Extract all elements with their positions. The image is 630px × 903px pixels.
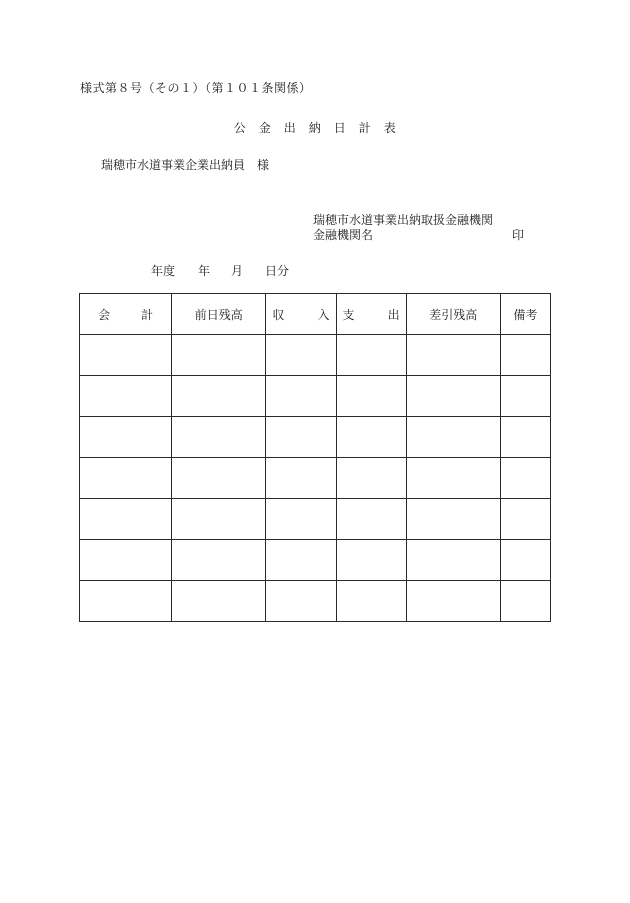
cell-account[interactable] (80, 458, 172, 499)
column-header-account-part1: 会 (98, 307, 111, 322)
cell-receipts[interactable] (266, 458, 336, 499)
column-header-receipts-part2: 入 (317, 307, 330, 322)
cell-net-balance[interactable] (406, 499, 500, 540)
cell-account[interactable] (80, 335, 172, 376)
cell-receipts[interactable] (266, 376, 336, 417)
cell-notes[interactable] (500, 581, 550, 622)
column-header-notes (500, 294, 550, 335)
cell-payments[interactable] (336, 417, 406, 458)
ledger-table (79, 293, 551, 622)
cell-previous-balance[interactable] (172, 417, 266, 458)
column-header-payments (336, 294, 406, 335)
cell-payments[interactable] (336, 540, 406, 581)
cell-payments[interactable] (336, 458, 406, 499)
date-year: 年 (198, 264, 211, 278)
cell-account[interactable] (80, 581, 172, 622)
column-header-account (80, 294, 172, 335)
table-row (80, 499, 551, 540)
column-header-net-balance (406, 294, 500, 335)
cell-account[interactable] (80, 376, 172, 417)
cell-payments[interactable] (336, 376, 406, 417)
cell-net-balance[interactable] (406, 540, 500, 581)
cell-account[interactable] (80, 417, 172, 458)
ledger-body (80, 335, 551, 622)
form-number: 様式第８号（その１）（第１０１条関係） (80, 81, 312, 95)
cell-notes[interactable] (500, 376, 550, 417)
column-header-payments-part2: 出 (387, 307, 400, 322)
cell-receipts[interactable] (266, 335, 336, 376)
document-title: 公 金 出 納 日 計 表 (233, 121, 397, 135)
institution-name: 瑞穂市水道事業出納取扱金融機関 (313, 213, 494, 227)
cell-receipts[interactable] (266, 540, 336, 581)
cell-previous-balance[interactable] (172, 458, 266, 499)
date-line (151, 262, 351, 278)
cell-account[interactable] (80, 499, 172, 540)
cell-notes[interactable] (500, 499, 550, 540)
seal-mark: 印 (512, 228, 525, 242)
column-header-previous-balance (172, 294, 266, 335)
table-row (80, 581, 551, 622)
cell-previous-balance[interactable] (172, 540, 266, 581)
column-header-notes-label: 備考 (513, 307, 538, 322)
column-header-payments-part1: 支 (342, 307, 355, 322)
cell-notes[interactable] (500, 417, 550, 458)
cell-net-balance[interactable] (406, 458, 500, 499)
cell-previous-balance[interactable] (172, 581, 266, 622)
date-fiscal-year: 年度 (151, 264, 176, 278)
column-header-previous-balance-label: 前日残高 (194, 307, 243, 322)
cell-previous-balance[interactable] (172, 499, 266, 540)
column-header-receipts (266, 294, 336, 335)
cell-payments[interactable] (336, 335, 406, 376)
cell-payments[interactable] (336, 499, 406, 540)
table-row (80, 335, 551, 376)
table-row (80, 540, 551, 581)
addressee: 瑞穂市水道事業企業出納員 様 (101, 158, 270, 172)
cell-receipts[interactable] (266, 417, 336, 458)
cell-receipts[interactable] (266, 499, 336, 540)
cell-previous-balance[interactable] (172, 335, 266, 376)
cell-receipts[interactable] (266, 581, 336, 622)
cell-net-balance[interactable] (406, 376, 500, 417)
table-row (80, 458, 551, 499)
cell-payments[interactable] (336, 581, 406, 622)
cell-net-balance[interactable] (406, 581, 500, 622)
cell-account[interactable] (80, 540, 172, 581)
column-header-account-part2: 計 (141, 307, 154, 322)
institution-label: 金融機関名 (313, 228, 374, 242)
date-day-portion: 日分 (265, 264, 290, 278)
cell-net-balance[interactable] (406, 417, 500, 458)
cell-notes[interactable] (500, 540, 550, 581)
cell-notes[interactable] (500, 335, 550, 376)
cell-previous-balance[interactable] (172, 376, 266, 417)
cell-notes[interactable] (500, 458, 550, 499)
date-month: 月 (231, 264, 244, 278)
column-header-net-balance-label: 差引残高 (429, 307, 478, 322)
column-header-receipts-part1: 収 (272, 307, 285, 322)
table-row (80, 417, 551, 458)
table-row (80, 376, 551, 417)
table-header-row (80, 294, 551, 335)
cell-net-balance[interactable] (406, 335, 500, 376)
